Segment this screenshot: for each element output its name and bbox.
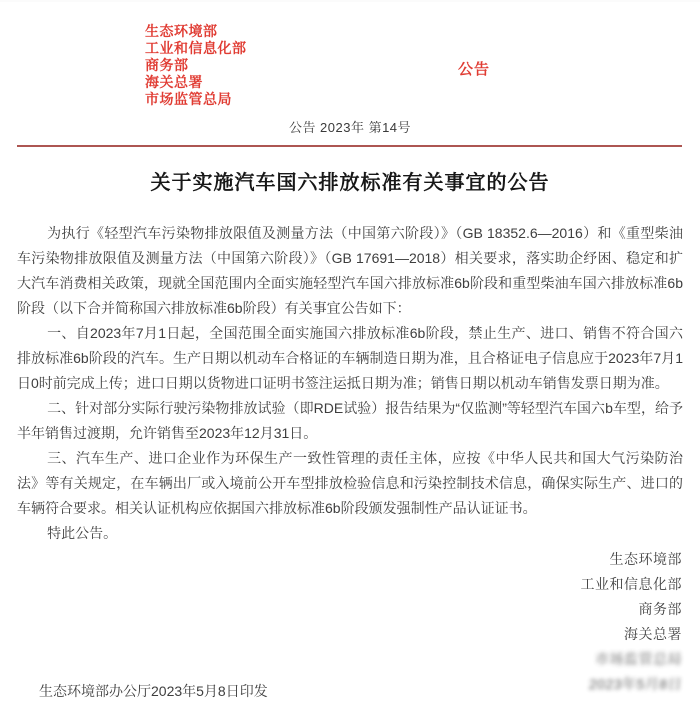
paragraph: 特此公告。 [47,525,118,541]
ministry-name: 海关总署 [145,74,203,90]
signature: 生态环境部 [609,551,682,567]
ministry-name: 市场监管总局 [145,91,232,107]
page-title: 关于实施汽车国六排放标准有关事宜的公告 [150,172,550,194]
ministry-name: 生态环境部 [145,23,218,39]
issuing-ministries-list [145,23,700,108]
signature: 海关总署 [624,626,682,642]
announcement-label: 公告 [458,61,491,78]
imprint-line: 生态环境部办公厅2023年5月8日印发 [39,683,268,699]
signature: 工业和信息化部 [580,576,682,592]
announcement-body [17,221,683,546]
signature: 商务部 [638,601,682,617]
ministry-name: 商务部 [145,57,189,73]
doc-number: 公告 2023年 第14号 [288,120,412,135]
paragraph: 为执行《轻型汽车污染物排放限值及测量方法（中国第六阶段）》（GB 18352.6—2016）和《重型柴油车污染物排放限值及测量方法（中国第六阶段）》（GB 17691—2018）相关要求，落实助企纾困、稳定和扩大汽车消费相关政策，现就全国范围内全面实施轻型汽车国六排放标准6b阶段和重型柴油车国六排放标准6b阶段（以下合并简称国六排放标准6b阶段）有关事宜公告如下： [17,225,683,316]
signature-date-blurred: 2023年5月8日 [588,676,683,692]
paragraph: 一、自2023年7月1日起，全国范围全面实施国六排放标准6b阶段，禁止生产、进口、销售不符合国六排放标准6b阶段的汽车。生产日期以机动车合格证的车辆制造日期为准，且合格证电子信息应于2023年7月1日0时前完成上传；进口日期以货物进口证明书签注运抵日期为准；销售日期以机动车销售发票日期为准。 [17,325,683,391]
signature-blurred: 市场监管总局 [594,651,683,667]
header-divider [17,145,682,147]
ministry-name: 工业和信息化部 [145,40,247,56]
paragraph: 三、汽车生产、进口企业作为环保生产一致性管理的责任主体，应按《中华人民共和国大气污染防治法》等有关规定，在车辆出厂或入境前公开车型排放检验信息和污染控制技术信息，确保实际生产、进口的车辆符合要求。相关认证机构应依据国六排放标准6b阶段颁发强制性产品认证证书。 [17,450,683,516]
paragraph: 二、针对部分实际行驶污染物排放试验（即RDE试验）报告结果为“仅监测”等轻型汽车国六b车型，给予半年销售过渡期，允许销售至2023年12月31日。 [17,400,683,441]
document-header [0,2,700,108]
signature-block [0,547,682,697]
